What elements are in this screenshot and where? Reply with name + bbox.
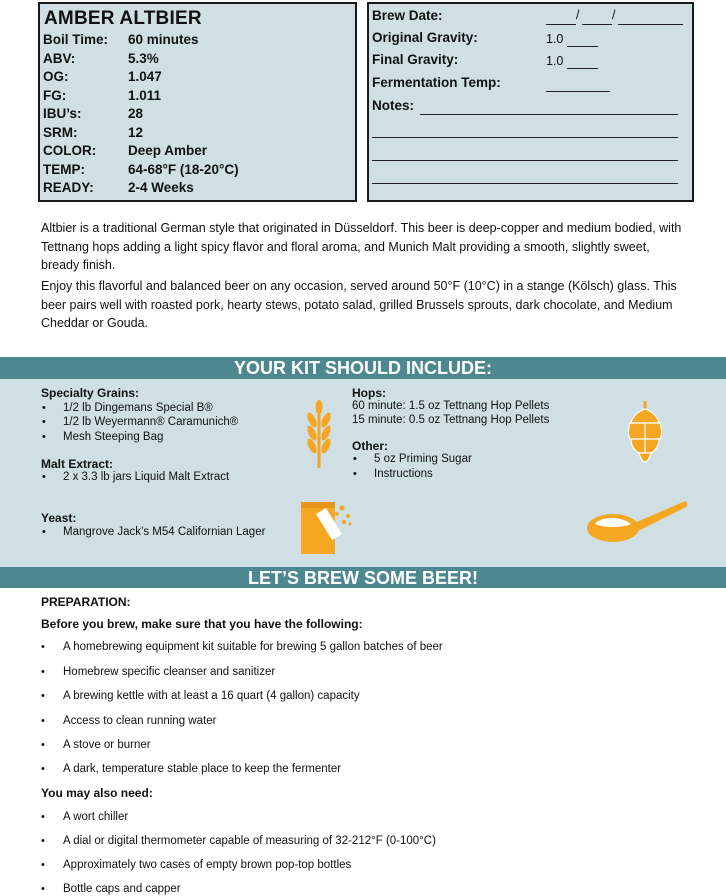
row-value: 28 bbox=[128, 106, 144, 121]
row-value: 2-4 Weeks bbox=[128, 180, 194, 195]
row-value: 1.047 bbox=[128, 69, 162, 84]
you-may-also-need-label: You may also need: bbox=[41, 786, 153, 800]
kit-list-item: 1/2 lb Weyermann® Caramunich® bbox=[63, 416, 239, 428]
recipe-row bbox=[43, 51, 159, 66]
brew-log-box bbox=[367, 2, 694, 202]
original-gravity-field[interactable] bbox=[567, 46, 598, 47]
sugar-spoon-icon bbox=[586, 496, 690, 546]
kit-heading: YOUR KIT SHOULD INCLUDE: bbox=[0, 357, 726, 379]
date-separator: / bbox=[612, 8, 616, 22]
bullet: • bbox=[41, 763, 45, 775]
bullet: • bbox=[353, 453, 357, 465]
notes-line[interactable] bbox=[372, 137, 678, 138]
date-separator: / bbox=[576, 8, 580, 22]
row-value: 5.3% bbox=[128, 50, 159, 66]
final-gravity-label: Final Gravity: bbox=[372, 52, 459, 67]
recipe-row bbox=[43, 125, 143, 140]
original-gravity-value: 1.0 bbox=[546, 32, 564, 46]
row-label: TEMP: bbox=[43, 161, 85, 177]
kit-list-item: 15 minute: 0.5 oz Tettnang Hop Pellets bbox=[352, 414, 550, 426]
brew-date-year-field[interactable] bbox=[618, 24, 683, 25]
final-gravity-field[interactable] bbox=[567, 68, 598, 69]
recipe-row bbox=[43, 162, 239, 177]
row-label: FG: bbox=[43, 87, 67, 103]
row-value: 60 minutes bbox=[128, 32, 199, 47]
bullet: • bbox=[41, 811, 45, 823]
row-label: COLOR: bbox=[43, 143, 97, 158]
prep-list-item: Bottle caps and capper bbox=[63, 883, 181, 895]
prep-list-item: A dial or digital thermometer capable of measuring of 32-212°F (0-100°C) bbox=[63, 835, 436, 847]
yeast-packet-icon bbox=[298, 494, 354, 556]
recipe-row bbox=[43, 143, 207, 158]
prep-list-item: A wort chiller bbox=[63, 811, 129, 823]
hop-icon bbox=[626, 401, 664, 463]
recipe-row bbox=[43, 69, 162, 84]
prep-list-item: Approximately two cases of empty brown pop-top bottles bbox=[63, 859, 352, 871]
kit-list-item: Mangrove Jack’s M54 Californian Lager bbox=[63, 526, 266, 538]
kit-list-item: 2 x 3.3 lb jars Liquid Malt Extract bbox=[63, 471, 230, 483]
row-value: 1.011 bbox=[128, 87, 162, 103]
notes-label: Notes: bbox=[372, 98, 415, 113]
row-value: 12 bbox=[128, 124, 144, 140]
hops-label: Hops: bbox=[352, 386, 386, 400]
malt-extract-label: Malt Extract: bbox=[41, 457, 114, 471]
yeast-label: Yeast: bbox=[41, 511, 77, 525]
notes-line[interactable] bbox=[420, 114, 678, 115]
bullet: • bbox=[42, 471, 46, 483]
recipe-title: AMBER ALTBIER bbox=[44, 8, 202, 29]
prep-list-item: Access to clean running water bbox=[63, 715, 217, 727]
brew-heading: LET’S BREW SOME BEER! bbox=[0, 567, 726, 588]
specialty-grains-label: Specialty Grains: bbox=[41, 386, 140, 400]
bullet: • bbox=[42, 402, 46, 414]
kit-list-item: 1/2 lb Dingemans Special B® bbox=[63, 402, 213, 414]
row-value: Deep Amber bbox=[128, 143, 208, 158]
bullet: • bbox=[41, 835, 45, 847]
bullet: • bbox=[42, 431, 46, 443]
brew-date-label: Brew Date: bbox=[372, 8, 443, 23]
row-label: READY: bbox=[43, 180, 94, 195]
bullet: • bbox=[41, 666, 45, 678]
preparation-label: PREPARATION: bbox=[41, 595, 131, 609]
kit-list-item: 60 minute: 1.5 oz Tettnang Hop Pellets bbox=[352, 400, 550, 412]
row-label: ABV: bbox=[43, 50, 76, 66]
fermentation-temp-field[interactable] bbox=[546, 91, 610, 92]
recipe-row bbox=[43, 106, 143, 121]
before-you-brew-label: Before you brew, make sure that you have the following: bbox=[41, 617, 363, 631]
bullet: • bbox=[41, 883, 45, 895]
row-label: SRM: bbox=[43, 124, 78, 140]
recipe-row bbox=[43, 180, 194, 195]
prep-list-item: A brewing kettle with at least a 16 quart (4 gallon) capacity bbox=[63, 690, 360, 702]
row-label: OG: bbox=[43, 69, 69, 84]
bullet: • bbox=[42, 526, 46, 538]
recipe-stats-box bbox=[38, 2, 357, 202]
notes-line[interactable] bbox=[372, 183, 678, 184]
bullet: • bbox=[42, 416, 46, 428]
kit-list-item: Mesh Steeping Bag bbox=[63, 431, 164, 443]
fermentation-temp-label: Fermentation Temp: bbox=[372, 75, 501, 90]
bullet: • bbox=[41, 641, 45, 653]
row-label: IBU’s: bbox=[43, 106, 82, 121]
final-gravity-value: 1.0 bbox=[546, 54, 564, 68]
original-gravity-label: Original Gravity: bbox=[372, 30, 478, 45]
prep-list-item: A dark, temperature stable place to keep the fermenter bbox=[63, 763, 342, 775]
wheat-icon bbox=[303, 400, 335, 468]
notes-line[interactable] bbox=[372, 160, 678, 161]
bullet: • bbox=[353, 468, 357, 480]
bullet: • bbox=[41, 690, 45, 702]
prep-list-item: A homebrewing equipment kit suitable for brewing 5 gallon batches of beer bbox=[63, 641, 443, 653]
bullet: • bbox=[41, 715, 45, 727]
kit-list-item: Instructions bbox=[374, 468, 433, 480]
intro-paragraph: Enjoy this flavorful and balanced beer on any occasion, served around 50°F (10°C) in a stange (Kölsch) glass. This beer pairs well with roasted pork, hearty stews, potato salad, grilled Brussels sprouts, dark chocolate, and Medium Cheddar or Gouda. bbox=[41, 279, 677, 331]
brew-date-month-field[interactable] bbox=[546, 24, 576, 25]
recipe-row bbox=[43, 88, 161, 103]
row-label: Boil Time: bbox=[43, 32, 109, 47]
bullet: • bbox=[41, 739, 45, 751]
brew-date-day-field[interactable] bbox=[582, 24, 612, 25]
other-label: Other: bbox=[352, 439, 388, 453]
intro-paragraph: Altbier is a traditional German style that originated in Düsseldorf. This beer is deep-copper and medium bodied, with Tettnang hops adding a light spicy flavor and floral aroma, and Munich Malt providing a smooth, slightly sweet, bready finish. bbox=[41, 221, 682, 273]
prep-list-item: Homebrew specific cleanser and sanitizer bbox=[63, 666, 276, 678]
row-value: 64-68°F (18-20°C) bbox=[128, 161, 239, 177]
bullet: • bbox=[41, 859, 45, 871]
prep-list-item: A stove or burner bbox=[63, 739, 151, 751]
kit-list-item: 5 oz Priming Sugar bbox=[374, 453, 472, 465]
recipe-row bbox=[43, 32, 199, 47]
